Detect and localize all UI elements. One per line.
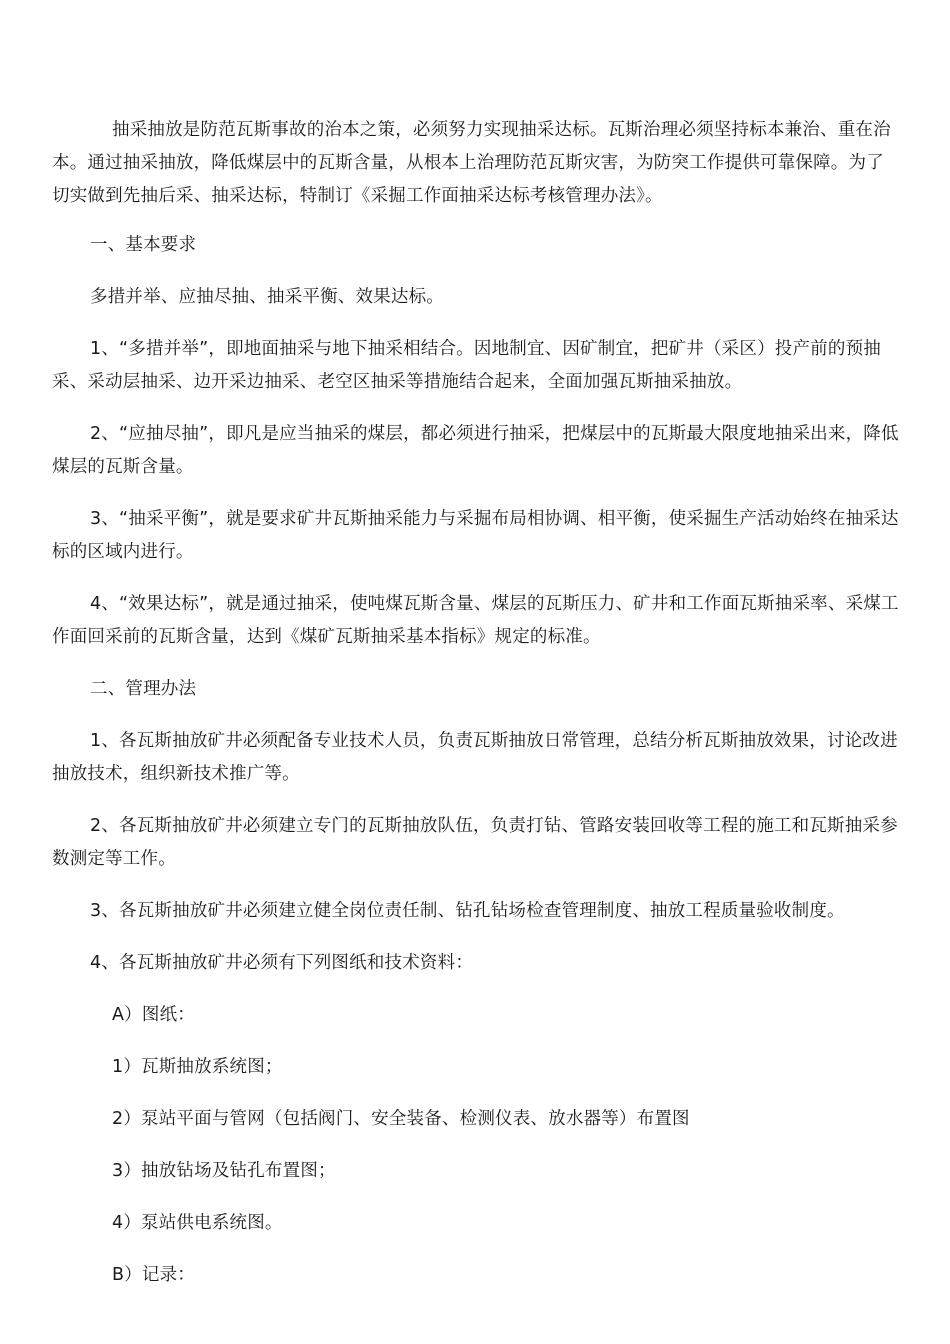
- management-method-item: 2、各瓦斯抽放矿井必须建立专门的瓦斯抽放队伍，负责打钻、管路安装回收等工程的施工和瓦斯抽采参数测定等工作。: [52, 816, 898, 869]
- basic-requirement-item: 4、“效果达标”，就是通过抽采，使吨煤瓦斯含量、煤层的瓦斯压力、矿井和工作面瓦斯抽采率、采煤工作面回采前的瓦斯含量，达到《煤矿瓦斯抽采基本指标》规定的标准。: [52, 594, 899, 647]
- section-heading-basic-requirements: 一、基本要求: [90, 235, 197, 255]
- management-method-item: 1、各瓦斯抽放矿井必须配备专业技术人员，负责瓦斯抽放日常管理，总结分析瓦斯抽放效果，讨论改进抽放技术，组织新技术推广等。: [52, 731, 898, 784]
- records-heading: B）记录：: [112, 1265, 196, 1285]
- document-page: [52, 114, 900, 1311]
- basic-requirements-summary: 多措并举、应抽尽抽、抽采平衡、效果达标。: [90, 287, 444, 307]
- management-method-item: 3、各瓦斯抽放矿井必须建立健全岗位责任制、钻孔钻场检查管理制度、抽放工程质量验收制度。: [90, 901, 845, 921]
- drawings-heading: A）图纸：: [112, 1005, 195, 1025]
- drawing-list-item: 2）泵站平面与管网（包括阀门、安全装备、检测仪表、放水器等）布置图: [112, 1109, 690, 1129]
- management-method-item: 4、各瓦斯抽放矿井必须有下列图纸和技术资料：: [90, 953, 474, 973]
- drawing-list-item: 1）瓦斯抽放系统图；: [112, 1057, 283, 1077]
- drawing-list-item: 3）抽放钻场及钻孔布置图；: [112, 1161, 336, 1181]
- section-heading-management-methods: 二、管理办法: [90, 679, 197, 699]
- drawing-list-item: 4）泵站供电系统图。: [112, 1213, 283, 1233]
- basic-requirement-item: 2、“应抽尽抽”，即凡是应当抽采的煤层，都必须进行抽采，把煤层中的瓦斯最大限度地抽采出来，降低煤层的瓦斯含量。: [52, 424, 899, 477]
- basic-requirement-item: 3、“抽采平衡”，就是要求矿井瓦斯抽采能力与采掘布局相协调、相平衡，使采掘生产活动始终在抽采达标的区域内进行。: [52, 509, 899, 562]
- intro-paragraph: 抽采抽放是防范瓦斯事故的治本之策，必须努力实现抽采达标。瓦斯治理必须坚持标本兼治、重在治本。通过抽采抽放，降低煤层中的瓦斯含量，从根本上治理防范瓦斯灾害，为防突工作提供可靠保障。为了切实做到先抽后采、抽采达标，特制订《采掘工作面抽采达标考核管理办法》。: [52, 120, 891, 206]
- basic-requirement-item: 1、“多措并举”，即地面抽采与地下抽采相结合。因地制宜、因矿制宜，把矿井（采区）投产前的预抽采、采动层抽采、边开采边抽采、老空区抽采等措施结合起来，全面加强瓦斯抽采抽放。: [52, 339, 881, 392]
